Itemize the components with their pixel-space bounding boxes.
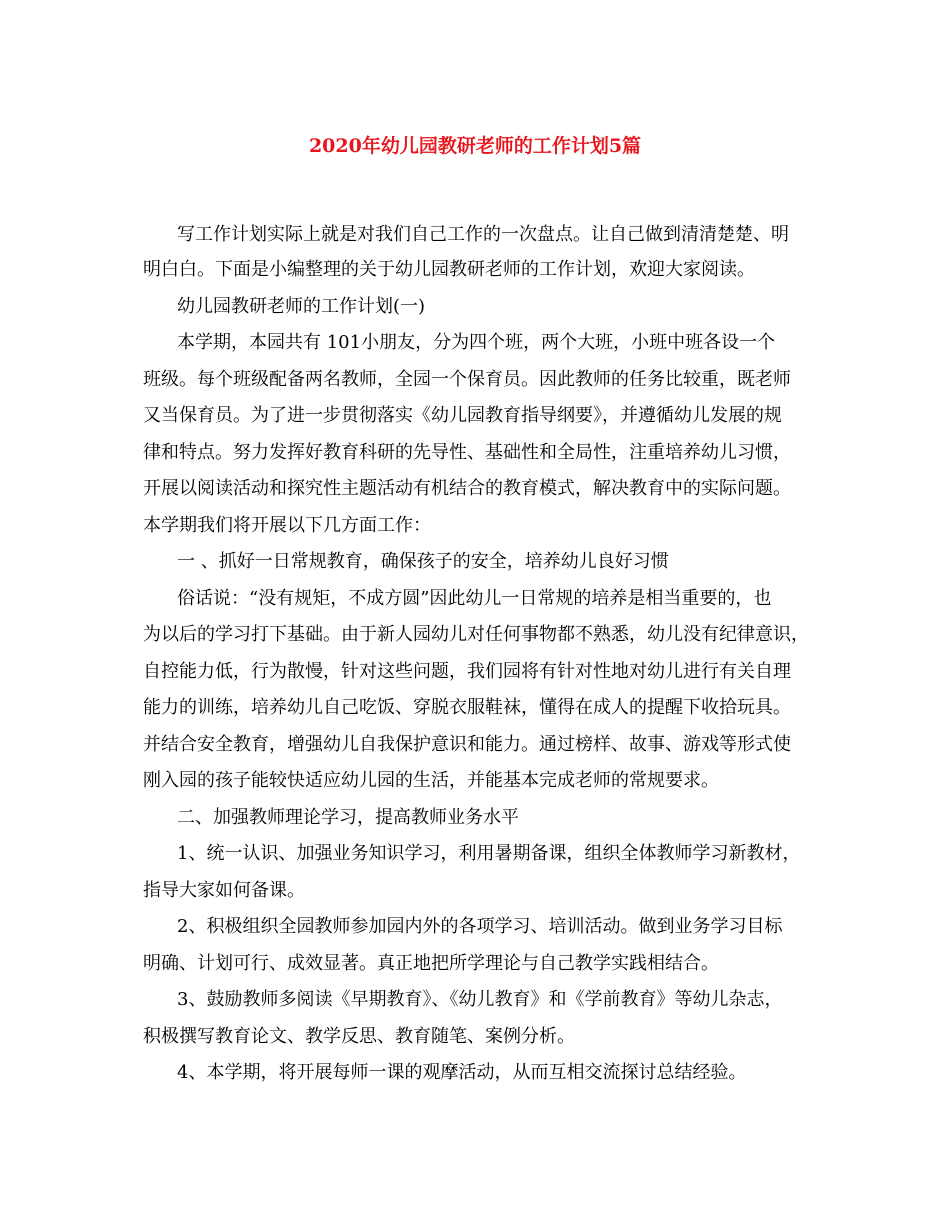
text-line: 律和特点。努力发挥好教育科研的先导性、基础性和全局性，注重培养幼儿习惯， <box>143 442 791 463</box>
text-line: 并结合安全教育，增强幼儿自我保护意识和能力。通过榜样、故事、游戏等形式使 <box>143 734 791 755</box>
text-line: 能力的训练，培养幼儿自己吃饭、穿脱衣服鞋袜，懂得在成人的提醒下收拾玩具。 <box>143 697 791 718</box>
text-line: 又当保育员。为了进一步贯彻落实《幼儿园教育指导纲要》，并遵循幼儿发展的规 <box>143 405 782 426</box>
text-line: 刚入园的孩子能较快适应幼儿园的生活，并能基本完成老师的常规要求。 <box>143 770 719 791</box>
text-line: 明确、计划可行、成效显著。真正地把所学理论与自己教学实践相结合。 <box>143 953 719 974</box>
text-line: 自控能力低，行为散慢，针对这些问题，我们园将有针对性地对幼儿进行有关自理 <box>143 661 791 682</box>
document-title: 2020年幼儿园教研老师的工作计划5篇 <box>308 135 642 157</box>
text-line: 本学期我们将开展以下几方面工作： <box>143 515 431 536</box>
text-line: 明白白。下面是小编整理的关于幼儿园教研老师的工作计划，欢迎大家阅读。 <box>143 259 755 280</box>
section-heading: 二、加强教师理论学习，提高教师业务水平 <box>177 807 519 828</box>
text-line: 3、鼓励教师多阅读《早期教育》、《幼儿教育》和《学前教育》等幼儿杂志， <box>177 989 783 1010</box>
section-heading: 一 、抓好一日常规教育，确保孩子的安全，培养幼儿良好习惯 <box>177 551 669 572</box>
text-line: 俗话说：“没有规矩，不成方圆”因此幼儿一日常规的培养是相当重要的，也 <box>177 588 772 609</box>
text-line: 2、积极组织全园教师参加园内外的各项学习、培训活动。做到业务学习目标 <box>177 916 783 937</box>
section-heading: 幼儿园教研老师的工作计划(一) <box>177 296 426 317</box>
text-line: 本学期，本园共有 101小朋友，分为四个班，两个大班，小班中班各设一个 <box>177 332 776 353</box>
text-line: 班级。每个班级配备两名教师，全园一个保育员。因此教师的任务比较重，既老师 <box>143 369 791 390</box>
text-line: 开展以阅读活动和探究性主题活动有机结合的教育模式，解决教育中的实际问题。 <box>143 478 791 499</box>
text-line: 写工作计划实际上就是对我们自己工作的一次盘点。让自己做到清清楚楚、明 <box>177 224 789 245</box>
text-line: 积极撰写教育论文、教学反思、教育随笔、案例分析。 <box>143 1026 575 1047</box>
text-line: 1、统一认识、加强业务知识学习，利用暑期备课，组织全体教师学习新教材， <box>177 843 801 864</box>
text-line: 指导大家如何备课。 <box>143 880 305 901</box>
text-line: 为以后的学习打下基础。由于新人园幼儿对任何事物都不熟悉，幼儿没有纪律意识， <box>143 624 809 645</box>
text-line: 4、本学期，将开展每师一课的观摩活动，从而互相交流探讨总结经验。 <box>177 1062 747 1083</box>
